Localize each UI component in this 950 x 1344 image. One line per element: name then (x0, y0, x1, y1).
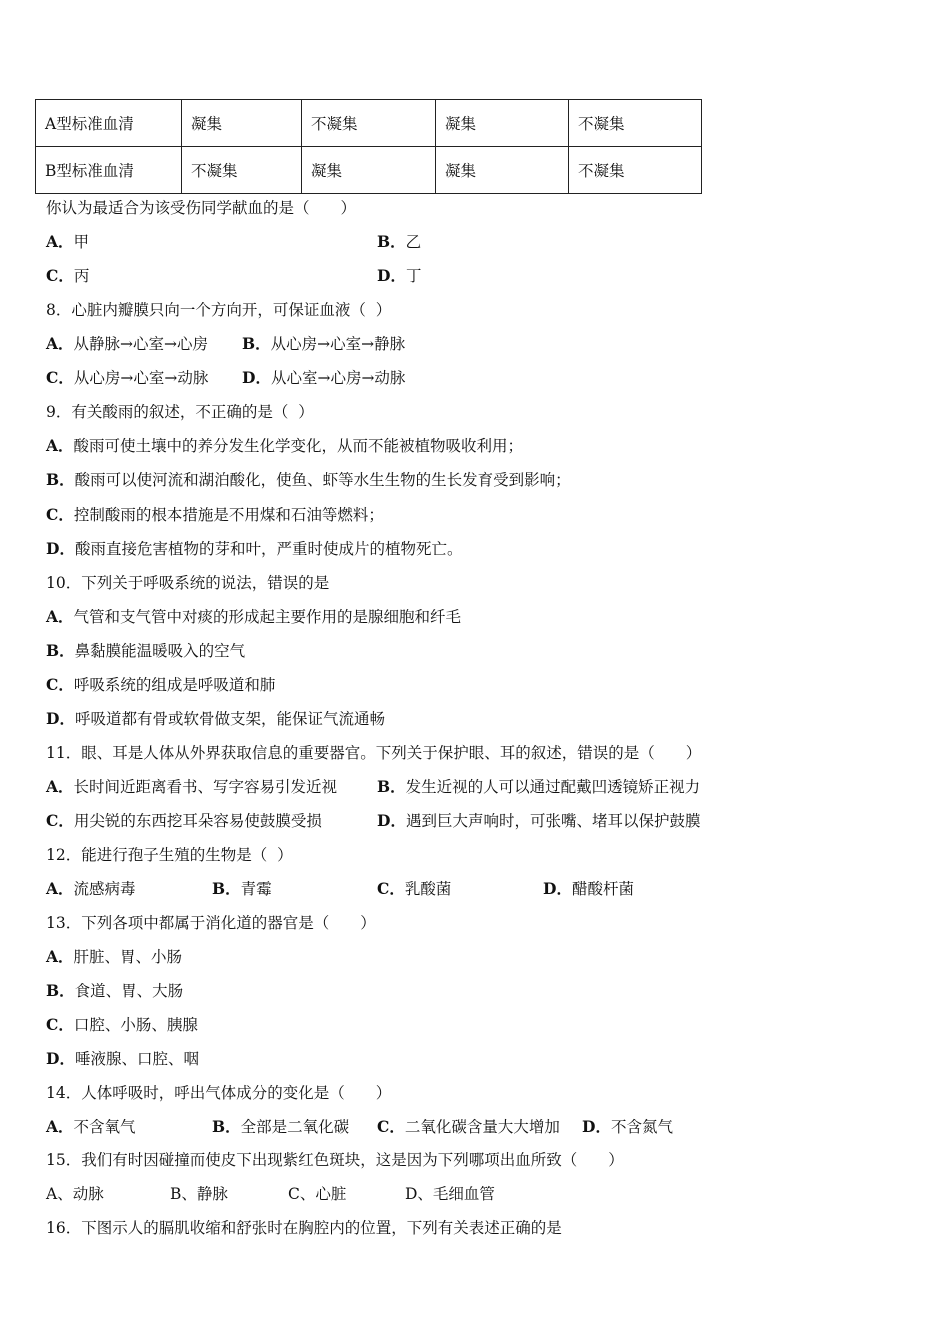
question-13-option-d[interactable] (46, 1049, 199, 1069)
option-text: 长时间近距离看书、写字容易引发近视 (73, 778, 338, 796)
question-11-option-c[interactable] (46, 811, 322, 831)
option-letter: D． (543, 879, 572, 898)
question-12-option-a[interactable] (46, 879, 136, 899)
option-letter: D． (582, 1117, 611, 1136)
option-letter: C． (46, 266, 74, 285)
option-letter: D． (242, 368, 271, 387)
table-cell: 不凝集 (182, 147, 302, 194)
option-letter: D． (46, 1049, 75, 1068)
question-9-option-a[interactable] (46, 436, 523, 456)
question-15-option-d[interactable]: D、毛细血管 (405, 1185, 495, 1203)
question-11-option-b[interactable] (377, 777, 700, 797)
option-text: 从静脉→心室→心房 (73, 335, 209, 353)
question-10-stem: 10．下列关于呼吸系统的说法，错误的是 (46, 574, 330, 592)
question-7-option-d[interactable] (377, 266, 421, 286)
option-text: 呼吸道都有骨或软骨做支架，能保证气流通畅 (74, 710, 385, 728)
question-9-option-b[interactable] (46, 470, 571, 490)
question-11-option-d[interactable] (377, 811, 700, 831)
question-15-option-c[interactable]: C、心脏 (288, 1185, 347, 1203)
option-letter: B． (46, 470, 75, 489)
option-letter: C． (46, 1015, 74, 1034)
option-text: 发生近视的人可以通过配戴凹透镜矫正视力 (405, 778, 701, 796)
table-row (36, 147, 702, 194)
question-8-option-c[interactable] (46, 368, 208, 388)
option-text: 呼吸系统的组成是呼吸道和肺 (73, 676, 276, 694)
option-letter: B． (46, 981, 75, 1000)
option-letter: A． (46, 232, 74, 251)
question-14-option-d[interactable] (582, 1117, 673, 1137)
option-text: 青霉 (240, 880, 272, 898)
option-text: 鼻黏膜能温暖吸入的空气 (74, 642, 246, 660)
option-text: 唾液腺、口腔、咽 (74, 1050, 199, 1068)
option-letter: A． (46, 947, 74, 966)
question-12-stem: 12．能进行孢子生殖的生物是（ ） (46, 846, 293, 864)
question-7-option-a[interactable] (46, 232, 89, 252)
option-text: 丁 (405, 267, 422, 285)
question-8-option-b[interactable] (242, 334, 405, 354)
question-9-option-c[interactable] (46, 505, 384, 525)
question-14-option-a[interactable] (46, 1117, 136, 1137)
question-12-option-c[interactable] (377, 879, 451, 899)
question-13-stem: 13．下列各项中都属于消化道的器官是（ ） (46, 914, 376, 932)
option-text: 气管和支气管中对痰的形成起主要作用的是腺细胞和纤毛 (73, 608, 462, 626)
option-text: 用尖锐的东西挖耳朵容易使鼓膜受损 (73, 812, 322, 830)
option-text: 乙 (405, 233, 422, 251)
table-cell: 凝集 (436, 147, 569, 194)
table-row (36, 100, 702, 147)
option-letter: A． (46, 879, 74, 898)
option-letter: B． (212, 879, 241, 898)
option-letter: B． (377, 232, 406, 251)
question-16-stem: 16．下图示人的膈肌收缩和舒张时在胸腔内的位置，下列有关表述正确的是 (46, 1219, 562, 1237)
option-text: 酸雨可以使河流和湖泊酸化，使鱼、虾等水生生物的生长发育受到影响； (74, 471, 571, 489)
option-letter: C． (377, 1117, 405, 1136)
question-13-option-c[interactable] (46, 1015, 198, 1035)
option-letter: B． (46, 641, 75, 660)
question-9-option-d[interactable] (46, 539, 462, 559)
option-text: 流感病毒 (73, 880, 136, 898)
option-text: 不含氮气 (610, 1118, 673, 1136)
question-7-stem: 你认为最适合为该受伤同学献血的是（ ） (46, 199, 357, 217)
option-letter: C． (46, 368, 74, 387)
option-letter: B． (377, 777, 406, 796)
question-10-option-c[interactable] (46, 675, 275, 695)
table-cell: 不凝集 (302, 100, 436, 147)
option-letter: D． (377, 811, 406, 830)
option-text: 口腔、小肠、胰腺 (73, 1016, 198, 1034)
option-letter: B． (242, 334, 271, 353)
question-12-option-d[interactable] (543, 879, 634, 899)
option-letter: C． (377, 879, 405, 898)
option-text: 从心房→心室→动脉 (73, 369, 209, 387)
row-label: A型标准血清 (36, 100, 182, 147)
question-12-option-b[interactable] (212, 879, 272, 899)
option-text: 肝脏、胃、小肠 (73, 948, 183, 966)
table-cell: 不凝集 (569, 147, 702, 194)
option-text: 遇到巨大声响时，可张嘴、堵耳以保护鼓膜 (405, 812, 701, 830)
option-letter: A． (46, 777, 74, 796)
option-text: 不含氧气 (73, 1118, 136, 1136)
option-letter: A． (46, 607, 74, 626)
option-text: 乳酸菌 (404, 880, 452, 898)
question-15-option-b[interactable]: B、静脉 (170, 1185, 228, 1203)
option-text: 从心房→心室→静脉 (270, 335, 406, 353)
option-text: 食道、胃、大肠 (74, 982, 184, 1000)
row-label: B型标准血清 (36, 147, 182, 194)
question-14-option-b[interactable] (212, 1117, 349, 1137)
question-13-option-a[interactable] (46, 947, 182, 967)
option-letter: C． (46, 811, 74, 830)
option-text: 全部是二氧化碳 (240, 1118, 350, 1136)
option-text: 甲 (73, 233, 90, 251)
option-text: 从心室→心房→动脉 (270, 369, 406, 387)
table-cell: 凝集 (182, 100, 302, 147)
question-8-option-a[interactable] (46, 334, 208, 354)
option-letter: A． (46, 334, 74, 353)
table-cell: 凝集 (436, 100, 569, 147)
option-letter: A． (46, 436, 74, 455)
option-letter: C． (46, 505, 74, 524)
option-text: 二氧化碳含量大大增加 (404, 1118, 560, 1136)
blood-type-table (35, 99, 702, 194)
question-15-stem: 15．我们有时因碰撞而使皮下出现紫红色斑块，这是因为下列哪项出血所致（ ） (46, 1151, 624, 1169)
table-cell: 不凝集 (569, 100, 702, 147)
option-letter: D． (46, 539, 75, 558)
option-letter: B． (212, 1117, 241, 1136)
question-10-option-a[interactable] (46, 607, 461, 627)
question-8-option-d[interactable] (242, 368, 405, 388)
option-text: 控制酸雨的根本措施是不用煤和石油等燃料； (73, 506, 384, 524)
option-text: 酸雨直接危害植物的芽和叶，严重时使成片的植物死亡。 (74, 540, 463, 558)
question-7-option-b[interactable] (377, 232, 421, 252)
question-15-option-a[interactable]: A、动脉 (46, 1185, 104, 1203)
question-10-option-d[interactable] (46, 709, 385, 729)
question-10-option-b[interactable] (46, 641, 245, 661)
option-letter: D． (377, 266, 406, 285)
question-14-option-c[interactable] (377, 1117, 560, 1137)
question-11-option-a[interactable] (46, 777, 337, 797)
question-11-stem: 11．眼、耳是人体从外界获取信息的重要器官。下列关于保护眼、耳的叙述，错误的是（ ） (46, 744, 702, 762)
question-8-stem: 8．心脏内瓣膜只向一个方向开，可保证血液（ ） (46, 301, 392, 319)
option-letter: C． (46, 675, 74, 694)
table-cell: 凝集 (302, 147, 436, 194)
question-13-option-b[interactable] (46, 981, 183, 1001)
question-9-stem: 9．有关酸雨的叙述，不正确的是（ ） (46, 403, 314, 421)
option-text: 丙 (73, 267, 90, 285)
option-letter: A． (46, 1117, 74, 1136)
question-7-option-c[interactable] (46, 266, 89, 286)
option-text: 酸雨可使土壤中的养分发生化学变化，从而不能被植物吸收利用； (73, 437, 524, 455)
option-letter: D． (46, 709, 75, 728)
option-text: 醋酸杆菌 (571, 880, 634, 898)
question-14-stem: 14．人体呼吸时，呼出气体成分的变化是（ ） (46, 1084, 392, 1102)
